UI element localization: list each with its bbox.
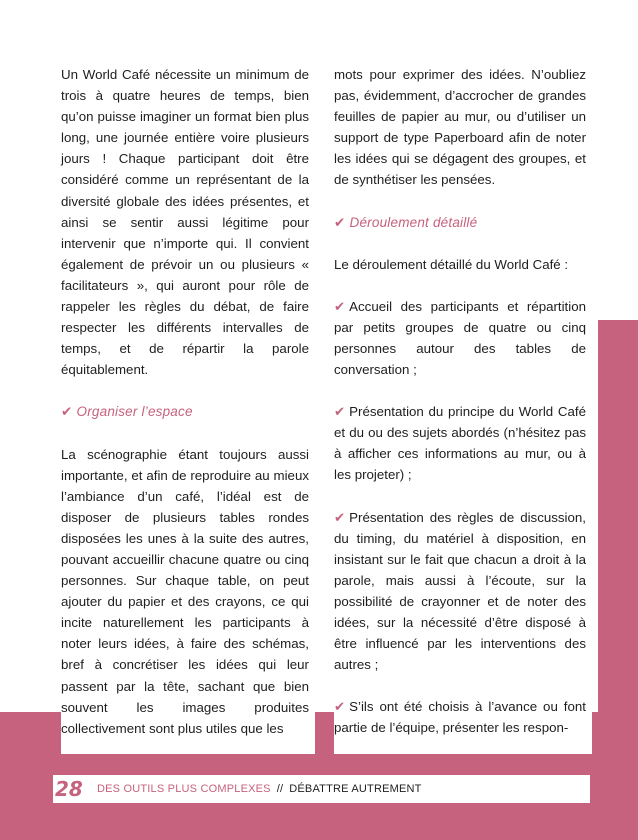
left-paragraph-1: Un World Café nécessite un minimum de trois à quatre heures de temps, bien qu’on puisse imaginer un format bien plus long, une journée entière voire plusieurs jours ! Chaque participant doit être considéré comme un représentant de la diversité globale des idées présentes, et ainsi se sentir aussi légitime pour intervenir que n’importe qui. Il convient également de prévoir un ou plusieurs « facilitateurs », qui auront pour rôle de rappeler les règles du débat, de faire respecter les différents intervalles de temps, et de répartir la parole équitablement. — [61, 67, 309, 378]
section-title: DES OUTILS PLUS COMPLEXES — [97, 783, 271, 795]
section-heading-process — [334, 212, 586, 233]
list-item: ✔ S’ils ont été choisis à l’avance ou font partie de l’équipe, présenter les respon- — [334, 699, 586, 736]
section-heading-space — [61, 401, 309, 422]
right-column — [334, 64, 592, 754]
left-column — [61, 64, 315, 754]
check-icon: ✔ — [334, 699, 346, 715]
page-number: 28 — [55, 777, 83, 801]
check-icon: ✔ — [334, 298, 346, 314]
check-icon: ✔ — [61, 404, 73, 420]
heading-text: Déroulement détaillé — [349, 214, 478, 230]
check-icon: ✔ — [334, 404, 346, 420]
left-paragraph-2: La scénographie étant toujours aussi importante, et afin de reproduire au mieux l’ambiance d’un café, l’idéal est de disposer de plusieurs tables rondes disposées les unes à la suite des autres, pouvant accueillir chacune quatre ou cinq personnes. Sur chaque table, on peut ajouter du papier et des crayons, ce qui incite naturellement les participants à noter leurs idées, à faire des schémas, bref à concrétiser les idées qui leur passent par la tête, sachant que bien souvent les images produites collectivement sont plus utiles que les — [61, 446, 309, 736]
list-item: ✔ Accueil des participants et répartition par petits groupes de quatre ou cinq personnes autour des tables de conversation ; — [334, 298, 586, 378]
book-title: DÉBATTRE AUTREMENT — [289, 783, 422, 795]
list-item: ✔ Présentation des règles de discussion, du timing, du matériel à disposition, en insistant sur le fait que chacun a droit à la parole, mais aussi à l’écoute, sur la possibilité de crayonner et de noter des idées, sur la nécessité d’être disposé à être influencé par les interventions des autres ; — [334, 509, 586, 673]
page-footer — [53, 775, 590, 803]
list-item: ✔ Présentation du principe du World Café et du ou des sujets abordés (n’hésitez pas à afficher ces informations au mur, ou à les projeter) ; — [334, 404, 586, 483]
check-icon: ✔ — [334, 214, 346, 230]
heading-text: Organiser l’espace — [76, 404, 193, 420]
right-paragraph-1: mots pour exprimer des idées. N’oubliez pas, évidemment, d’accrocher de grandes feuilles de papier au mur, ou d’utiliser un support de type Paperboard afin de noter les idées qui se dégagent des groupes, et de synthétiser les pensées. — [334, 67, 586, 188]
check-icon: ✔ — [334, 509, 346, 525]
separator: // — [276, 783, 284, 795]
process-intro: Le déroulement détaillé du World Café : — [334, 256, 569, 272]
running-header — [97, 783, 422, 795]
